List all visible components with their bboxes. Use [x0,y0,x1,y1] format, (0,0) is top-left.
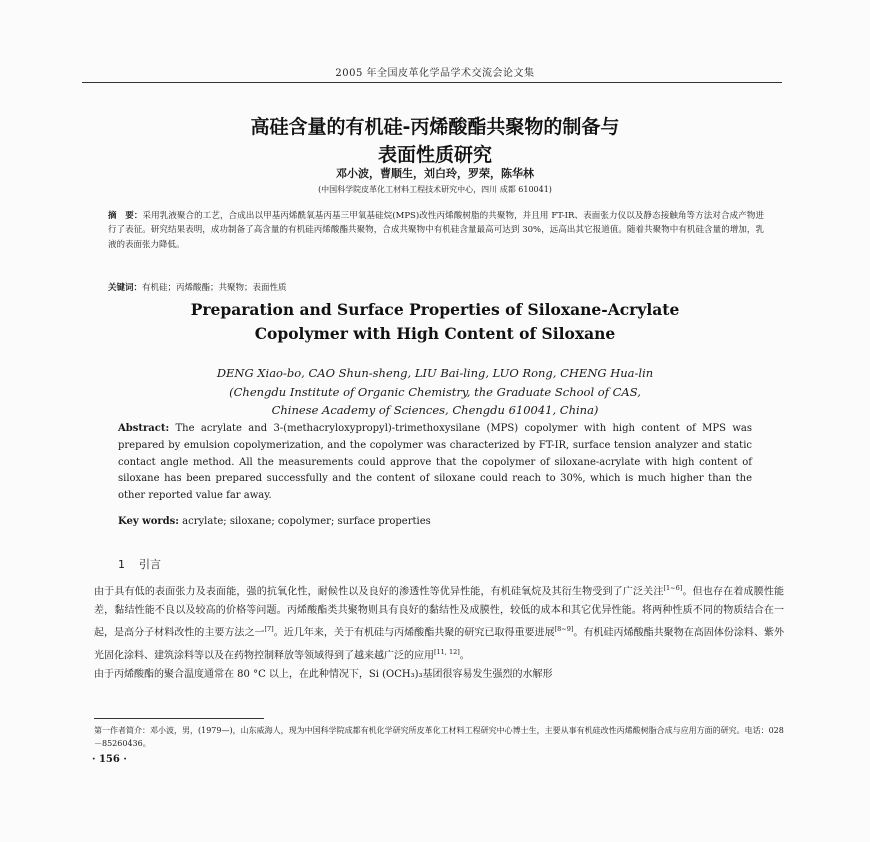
english-title-line-1: Preparation and Surface Properties of Siloxane-Acrylate [190,300,680,319]
chinese-title-line-1: 高硅含量的有机硅-丙烯酸酯共聚物的制备与 [250,116,620,138]
english-authors: DENG Xiao-bo, CAO Shun-sheng, LIU Bai-ling, LUO Rong, CHENG Hua-lin [216,366,654,380]
english-keywords [118,516,752,527]
english-keywords-text: acrylate; siloxane; copolymer; surface properties [179,516,431,527]
header-rule [82,82,782,83]
english-abstract [118,421,752,505]
chinese-keywords-label: 关键词： [108,283,143,293]
english-affiliation-line-2: Chinese Academy of Sciences, Chengdu 610041, China) [271,403,599,417]
chinese-authors: 邓小波，曹顺生，刘白玲，罗荣，陈华林 [336,167,534,180]
citation: [1~6] [663,584,683,592]
english-title-line-2: Copolymer with High Content of Siloxane [254,324,616,343]
section-title: 引言 [139,558,161,571]
body-text-segment: 。近几年来，关于有机硅与丙烯酸酯共聚的研究已取得重要进展 [273,627,555,639]
body-text-segment: 。有机硅丙烯酸酯共聚物在高固体份涂料、紫外光固化涂料、建筑涂料等以及在药物控制释放等领域得到了越来越广泛的应用 [94,627,785,662]
english-abstract-label: Abstract: [118,423,170,434]
body-paragraph-1 [94,579,784,666]
citation: [7] [264,625,274,634]
english-keywords-label: Key words: [118,516,179,527]
citation: [8~9] [554,625,574,634]
page-number: · 156 · [92,754,127,765]
chinese-abstract-text: 采用乳液聚合的工艺，合成出以甲基丙烯酰氧基丙基三甲氧基硅烷(MPS)改性丙烯酸树脂的共聚物，并且用 FT-IR、表面张力仪以及静态接触角等方法对合成产物进行了表征。研究结果表明，成功制备了高含量的有机硅丙烯酸酯共聚物，合成共聚物中有机硅含量最高可达到 30%，远高出其它报道值。随着共聚物中有机硅含量的增加，乳液的表面张力降低。 [108,211,764,250]
body-text-segment: 。 [459,650,470,662]
body-paragraph-2: 由于丙烯酸酯的聚合温度通常在 80 °C 以上，在此种情况下，Si (OCH₃)₃基团很容易发生强烈的水解形 [94,668,553,680]
body-text-segment: 。但也存在着成膜性能差，黏结性能不良以及较高的价格等问题。丙烯酸酯类共聚物则具有良好的黏结性及成膜性，较低的成本和其它优异性能。将两种性质不同的物质结合在一起，是高分子材料改性的主要方法之一 [94,586,785,639]
body-text [94,579,784,684]
chinese-title-line-2: 表面性质研究 [377,144,492,166]
author-footnote: 第一作者简介：邓小波，男，(1979—)，山东威海人，现为中国科学院成都有机化学研究所皮革化工材料工程研究中心博士生，主要从事有机硅改性丙烯酸树脂合成与应用方面的研究。电话：028－85260436。 [94,726,784,748]
english-affiliation-line-1: (Chengdu Institute of Organic Chemistry, the Graduate School of CAS, [229,385,641,399]
footnote-rule [94,718,264,719]
chinese-abstract [108,209,764,252]
section-number: 1 [118,558,125,571]
chinese-keywords-text: 有机硅；丙烯酸酯；共聚物；表面性质 [142,283,287,293]
chinese-keywords [108,281,764,293]
chinese-affiliation: (中国科学院皮革化工材料工程技术研究中心，四川 成都 610041) [318,185,552,194]
running-head: 2005 年全国皮革化学品学术交流会论文集 [335,68,535,79]
section-heading [118,556,161,572]
chinese-abstract-label: 摘 要： [108,211,143,221]
body-text-segment: 由于具有低的表面张力及表面能，强的抗氧化性，耐候性以及良好的渗透性等优异性能，有机硅氧烷及其衍生物受到了广泛关注 [94,586,664,598]
english-abstract-text: The acrylate and 3-(methacryloxypropyl)-trimethoxysilane (MPS) copolymer with high content of MPS was prepared by emulsion copolymerization, and the copolymer was characterized by FT-IR, surface tension analyzer and static contact angle method. All the measurements could approve that the copolymer of siloxane-acrylate with high content of siloxane has been prepared successfully and the content of siloxane could reach to 30%, which is much higher than the other reported value far away. [118,423,752,502]
citation: [11, 12] [434,648,460,657]
